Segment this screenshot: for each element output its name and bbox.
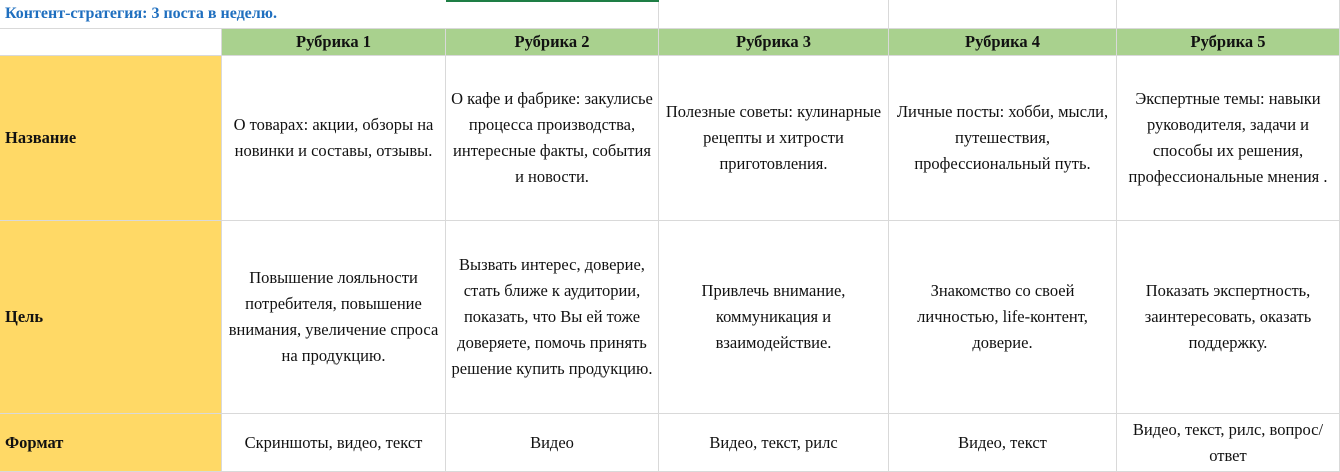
header-rubric-4[interactable]: Рубрика 4 (889, 29, 1117, 56)
table-cell[interactable]: Знакомство со своей личностью, life-контент, доверие. (889, 221, 1117, 414)
table-cell[interactable]: О кафе и фабрике: закулисье процесса производства, интересные факты, события и новости. (446, 56, 659, 221)
table-cell[interactable]: Полезные советы: кулинарные рецепты и хитрости приготовления. (659, 56, 889, 221)
table-cell[interactable]: Показать экспертность, заинтересовать, оказать поддержку. (1117, 221, 1340, 414)
table-cell[interactable]: Повышение лояльности потребителя, повышение внимания, увеличение спроса на продукцию. (222, 221, 446, 414)
table-cell[interactable]: О товарах: акции, обзоры на новинки и составы, отзывы. (222, 56, 446, 221)
header-rubric-1[interactable]: Рубрика 1 (222, 29, 446, 56)
empty-cell[interactable] (446, 0, 659, 29)
table-cell[interactable]: Экспертные темы: навыки руководителя, задачи и способы их решения, профессиональные мнения . (1117, 56, 1340, 221)
empty-cell[interactable] (1117, 0, 1340, 29)
corner-cell[interactable] (0, 29, 222, 56)
title-row (0, 0, 1340, 29)
table-cell[interactable]: Видео (446, 414, 659, 472)
table-cell[interactable]: Привлечь внимание, коммуникация и взаимодействие. (659, 221, 889, 414)
empty-cell[interactable] (889, 0, 1117, 29)
table-cell[interactable]: Вызвать интерес, доверие, стать ближе к аудитории, показать, что Вы ей тоже доверяете, помочь принять решение купить продукцию. (446, 221, 659, 414)
table-cell[interactable]: Видео, текст, рилс, вопрос/ответ (1117, 414, 1340, 472)
table-cell[interactable]: Скриншоты, видео, текст (222, 414, 446, 472)
empty-cell[interactable] (659, 0, 889, 29)
header-row (0, 29, 1340, 56)
row-label-format[interactable]: Формат (0, 414, 222, 472)
row-label-goal[interactable]: Цель (0, 221, 222, 414)
table-cell[interactable]: Видео, текст (889, 414, 1117, 472)
selected-cell-indicator (446, 0, 659, 2)
table-row (0, 56, 1340, 221)
header-rubric-3[interactable]: Рубрика 3 (659, 29, 889, 56)
row-label-name[interactable]: Название (0, 56, 222, 221)
sheet-title[interactable]: Контент-стратегия: 3 поста в неделю. (0, 0, 446, 29)
header-rubric-5[interactable]: Рубрика 5 (1117, 29, 1340, 56)
table-cell[interactable]: Личные посты: хобби, мысли, путешествия, профессиональный путь. (889, 56, 1117, 221)
table-row (0, 221, 1340, 414)
header-rubric-2[interactable]: Рубрика 2 (446, 29, 659, 56)
table-row (0, 414, 1340, 472)
table-cell[interactable]: Видео, текст, рилс (659, 414, 889, 472)
